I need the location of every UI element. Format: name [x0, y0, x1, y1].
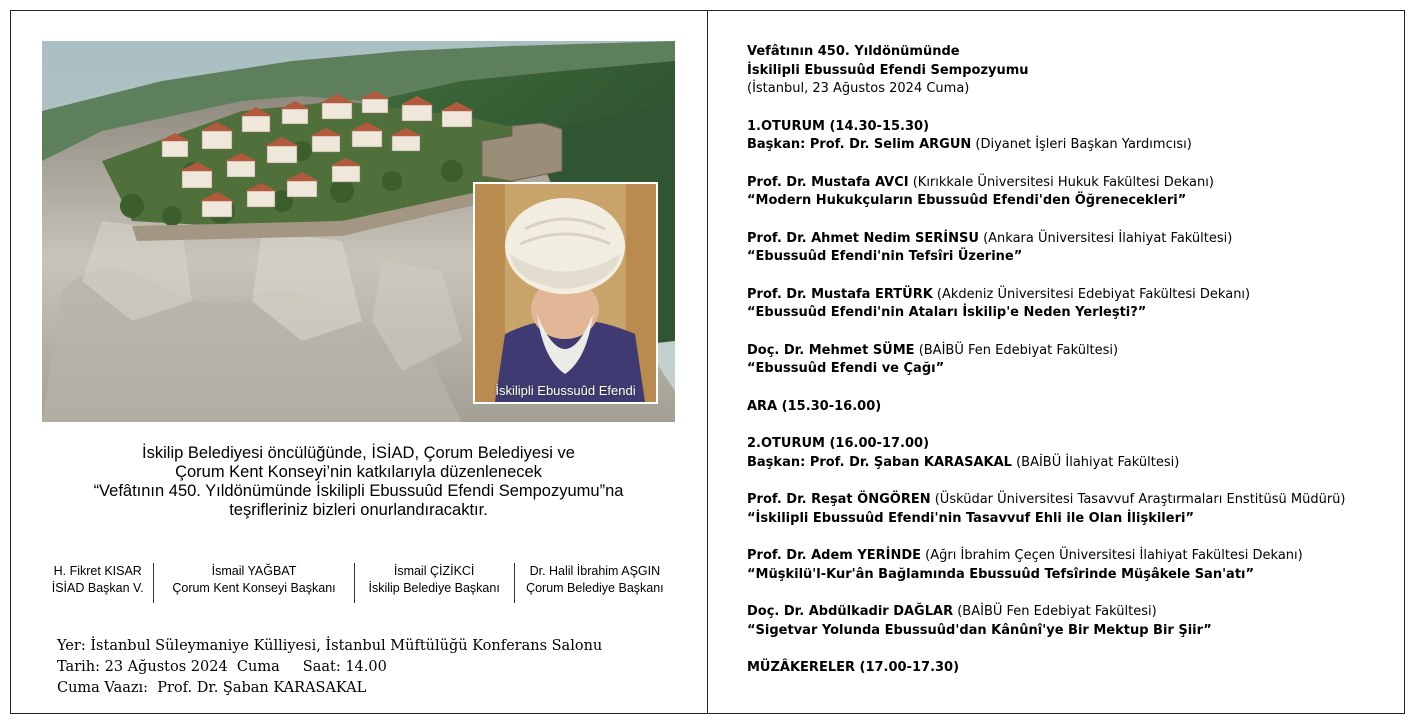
- talk-speaker-line: [747, 603, 1387, 622]
- panel-divider: [707, 10, 708, 714]
- venue-place: Yer: İstanbul Süleymaniye Külliyesi, İstanbul Müftülüğü Konferans Salonu: [57, 638, 603, 654]
- signatories: [42, 563, 675, 603]
- venue-date: Tarih: 23 Ağustos 2024 Cuma Saat: 14.00: [57, 659, 387, 675]
- talk: [747, 547, 1387, 584]
- signatory: [514, 563, 675, 603]
- portrait-image: [473, 182, 658, 404]
- signatory-name: Dr. Halil İbrahim AŞGIN: [529, 564, 661, 578]
- session-2-header: [747, 435, 1387, 472]
- chair-affiliation: (Diyanet İşleri Başkan Yardımcısı): [971, 137, 1192, 152]
- invitation-line: İskilip Belediyesi öncülüğünde, İSİAD, Çorum Belediyesi ve: [142, 444, 575, 462]
- speaker-affiliation: (Ağrı İbrahim Çeçen Üniversitesi İlahiyat Fakültesi Dekanı): [921, 548, 1303, 563]
- talk: [747, 230, 1387, 267]
- signatory: [153, 563, 353, 603]
- closing: [747, 659, 1387, 678]
- talk-speaker-line: [747, 342, 1387, 361]
- signatory-title: İskilip Belediye Başkanı: [368, 581, 500, 595]
- talk: [747, 174, 1387, 211]
- break-label: ARA (15.30-16.00): [747, 398, 882, 414]
- talk: [747, 491, 1387, 528]
- talk: [747, 342, 1387, 379]
- talk: [747, 286, 1387, 323]
- talk-title: “İskilipli Ebussuûd Efendi'nin Tasavvuf Ehli ile Olan İlişkileri”: [747, 510, 1194, 526]
- speaker-name: Prof. Dr. Adem YERİNDE: [747, 548, 922, 563]
- speaker-name: Doç. Dr. Mehmet SÜME: [747, 342, 915, 358]
- portrait-caption: İskilipli Ebussuûd Efendi: [495, 383, 636, 398]
- speaker-affiliation: (Ankara Üniversitesi İlahiyat Fakültesi): [978, 230, 1233, 246]
- signatory-title: Çorum Belediye Başkanı: [526, 581, 664, 595]
- speaker-affiliation: (BAİBÜ Fen Edebiyat Fakültesi): [953, 604, 1157, 619]
- invitation-line: teşrifleriniz bizleri onurlandıracaktır.: [229, 501, 488, 519]
- talk-speaker-line: [747, 491, 1387, 510]
- program-heading-line: İskilipli Ebussuûd Efendi Sempozyumu: [747, 62, 1029, 78]
- invitation-line: Çorum Kent Konseyi’nin katkılarıyla düzenlenecek: [175, 463, 542, 481]
- speaker-name: Prof. Dr. Ahmet Nedim SERİNSU: [747, 230, 979, 246]
- signatory: [42, 563, 153, 603]
- signatory-title: Çorum Kent Konseyi Başkanı: [172, 581, 336, 595]
- speaker-affiliation: (BAİBÜ Fen Edebiyat Fakültesi): [914, 342, 1119, 358]
- talk-speaker-line: [747, 547, 1387, 566]
- chair-name: Başkan: Prof. Dr. Selim ARGUN: [747, 137, 972, 152]
- session-chair: [747, 454, 1387, 473]
- venue-info: [57, 636, 602, 699]
- speaker-name: Doç. Dr. Abdülkadir DAĞLAR: [747, 604, 954, 619]
- talk: [747, 603, 1387, 640]
- speaker-name: Prof. Dr. Reşat ÖNGÖREN: [747, 492, 931, 507]
- talk-title: “Müşkilü'l-Kur'ân Bağlamında Ebussuûd Tefsîrinde Müşâkele San'atı”: [747, 566, 1255, 582]
- speaker-name: Prof. Dr. Mustafa AVCI: [747, 174, 909, 190]
- signatory-title: İSİAD Başkan V.: [51, 581, 144, 595]
- closing-label: MÜZÂKERELER (17.00-17.30): [747, 660, 960, 675]
- talk-title: “Ebussuûd Efendi ve Çağı”: [747, 361, 945, 376]
- venue-sermon: Cuma Vaazı: Prof. Dr. Şaban KARASAKAL: [57, 680, 367, 696]
- session-title: 1.OTURUM (14.30-15.30): [747, 118, 930, 134]
- speaker-affiliation: (Akdeniz Üniversitesi Edebiyat Fakültesi Dekanı): [932, 286, 1251, 302]
- speaker-affiliation: (Üsküdar Üniversitesi Tasavvuf Araştırmaları Enstitüsü Müdürü): [930, 492, 1346, 507]
- program-heading: [747, 43, 1387, 99]
- speaker-affiliation: (Kırıkkale Üniversitesi Hukuk Fakültesi Dekanı): [908, 174, 1214, 190]
- chair-affiliation: (BAİBÜ İlahiyat Fakültesi): [1011, 454, 1180, 470]
- session-title: 2.OTURUM (16.00-17.00): [747, 436, 930, 451]
- chair-name: Başkan: Prof. Dr. Şaban KARASAKAL: [747, 454, 1012, 470]
- talk-speaker-line: [747, 174, 1387, 193]
- speaker-name: Prof. Dr. Mustafa ERTÜRK: [747, 286, 933, 302]
- talk-title: “Ebussuûd Efendi'nin Ataları İskilip'e Neden Yerleşti?”: [747, 305, 1147, 320]
- talk-speaker-line: [747, 230, 1387, 249]
- signatory-name: İsmail ÇİZİKCİ: [393, 564, 475, 578]
- talk-title: “Sigetvar Yolunda Ebussuûd'dan Kânûnî'ye Bir Mektup Bir Şiir”: [747, 622, 1212, 638]
- talk-title: “Modern Hukukçuların Ebussuûd Efendi'den Öğrenecekleri”: [747, 193, 1187, 208]
- invitation-text: [42, 444, 675, 520]
- program-heading-line: (İstanbul, 23 Ağustos 2024 Cuma): [747, 81, 970, 96]
- program: [747, 43, 1387, 678]
- break: [747, 398, 1387, 417]
- program-heading-line: Vefâtının 450. Yıldönümünde: [747, 44, 960, 59]
- invitation-line: “Vefâtının 450. Yıldönümünde İskilipli Ebussuûd Efendi Sempozyumu”na: [93, 482, 624, 500]
- signatory-name: H. Fikret KISAR: [53, 564, 142, 578]
- signatory: [354, 563, 514, 603]
- session-chair: [747, 136, 1387, 155]
- signatory-name: İsmail YAĞBAT: [211, 564, 297, 578]
- talk-title: “Ebussuûd Efendi'nin Tefsîri Üzerine”: [747, 249, 1023, 264]
- session-1-header: [747, 118, 1387, 155]
- talk-speaker-line: [747, 286, 1387, 305]
